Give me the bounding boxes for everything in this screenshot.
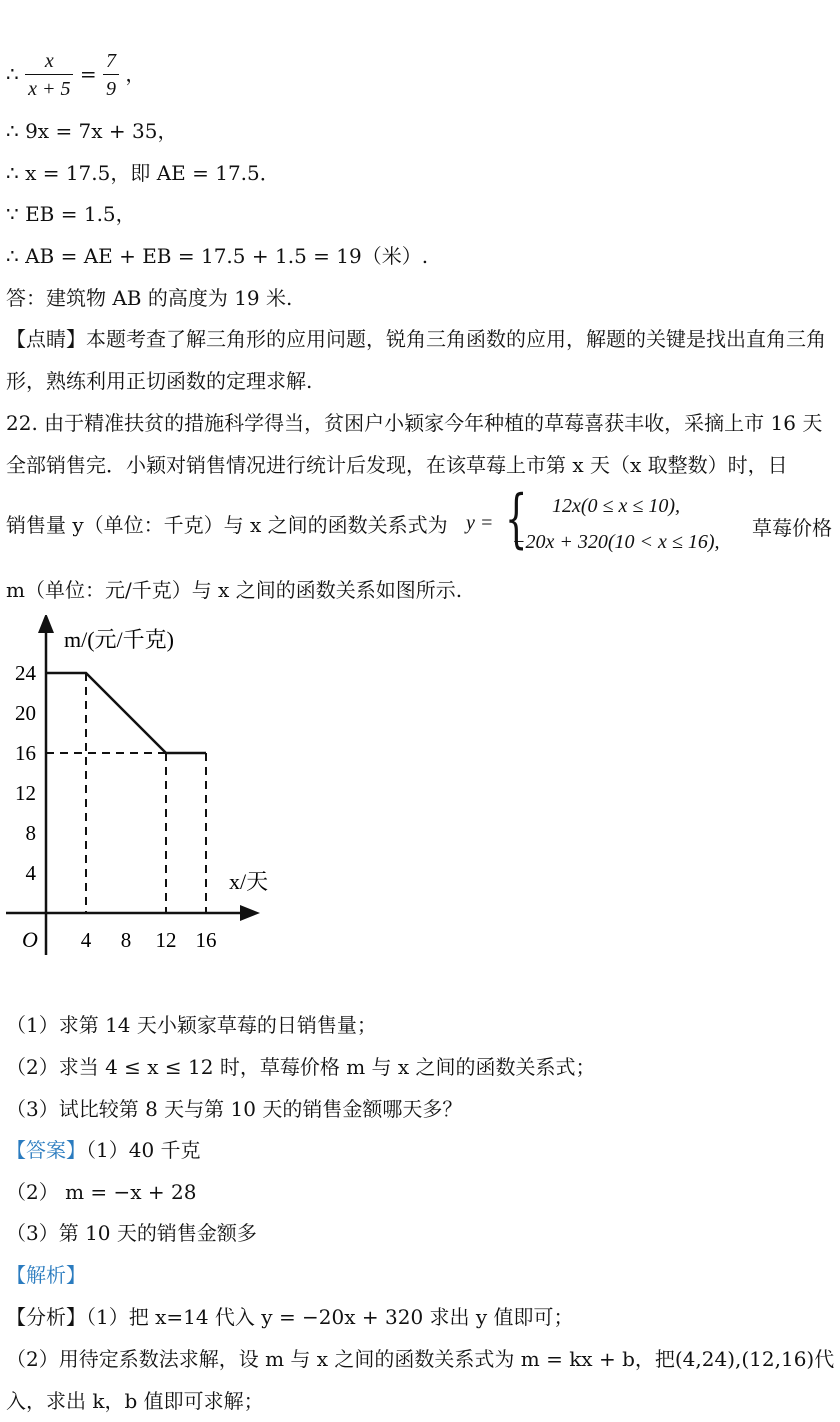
x-tick-label-8: 8 [120,928,132,952]
question-2: （2）求当 4 ≤ x ≤ 12 时，草莓价格 m 与 x 之间的函数关系式； [6,1055,596,1079]
y-tick-label-20: 20 [15,701,36,725]
therefore-symbol: ∴ [6,62,19,86]
comment-paragraph: 【点睛】本题考查了解三角形的应用问题，锐角三角函数的应用，解题的关键是找出直角三角形，熟练利用正切函数的定理求解. [6,327,826,393]
price-chart [0,615,300,965]
function-lhs: y = [466,512,494,534]
x-axis-label: x/天 [229,869,269,894]
price-series-line [46,673,206,753]
problem-intro: 22. 由于精准扶贫的措施科学得当，贫困户小颖家今年种植的草莓喜获丰收，采摘上市 16 天全部销售完．小颖对销售情况进行统计后发现，在该草莓上市第 x 天（x 取整数）时，日 [6,411,823,477]
sales-prefix: 销售量 y（单位：千克）与 x 之间的函数关系式为 [6,513,448,537]
solution-line-4: ∵ EB = 1.5， [6,202,136,226]
sales-suffix: 草莓价格 [752,516,832,540]
fraction-7-over-9 [103,48,119,103]
piece-2: −20x + 320(10 < x ≤ 16), [512,531,720,553]
fraction-numerator: 7 [103,48,119,75]
y-axis-label: m/(元/千克) [64,627,174,652]
analysis-line-1: 【分析】（1）把 x=14 代入 y = −20x + 320 求出 y 值即可； [6,1305,574,1329]
analysis-tag: 【解析】 [6,1263,86,1287]
piecewise-brace: { [505,482,528,556]
price-line: m（单位：元/千克）与 x 之间的函数关系如图所示. [6,578,463,602]
y-tick-label-12: 12 [15,781,36,805]
piece-1: 12x(0 ≤ x ≤ 10), [552,495,681,517]
answer-3: （3）第 10 天的销售金额多 [6,1221,257,1245]
solution-line-1 [6,48,145,103]
comma: ， [125,62,146,86]
x-axis-arrow [240,905,260,921]
answer-tag: 【答案】 [6,1138,86,1162]
answer-2: （2） m = −x + 28 [6,1180,197,1204]
answer-1: （1）40 千克 [86,1138,201,1162]
y-tick-label-4: 4 [25,861,36,885]
fraction-denominator: 9 [105,78,116,100]
analysis-line-2: （2）用待定系数法求解，设 m 与 x 之间的函数关系式为 m = kx + b，把(4,24),(12,16)代入，求出 k，b 值即可求解； [6,1347,835,1413]
question-3: （3）试比较第 8 天与第 10 天的销售金额哪天多？ [6,1097,463,1121]
answer-block-line-1 [6,1137,201,1163]
question-1: （1）求第 14 天小颖家草莓的日销售量； [6,1013,377,1037]
y-tick-label-8: 8 [25,821,36,845]
fraction-x-over-x5 [25,48,73,103]
y-axis-arrow [38,615,54,633]
solution-line-5: ∴ AB = AE + EB = 17.5 + 1.5 = 19（米）. [6,244,429,268]
y-tick-label-16: 16 [15,741,36,765]
origin-label: O [22,927,38,952]
solution-line-2: ∴ 9x = 7x + 35， [6,119,178,143]
x-tick-label-4: 4 [80,928,92,952]
x-tick-label-12: 12 [155,928,177,952]
fraction-numerator: x [25,48,73,75]
fraction-denominator: x + 5 [28,78,71,100]
solution-line-3: ∴ x = 17.5，即 AE = 17.5． [6,161,280,185]
equals-sign: = [79,62,97,86]
y-tick-label-24: 24 [15,661,36,685]
x-tick-label-16: 16 [195,928,217,952]
answer-line: 答：建筑物 AB 的高度为 19 米. [6,286,293,310]
